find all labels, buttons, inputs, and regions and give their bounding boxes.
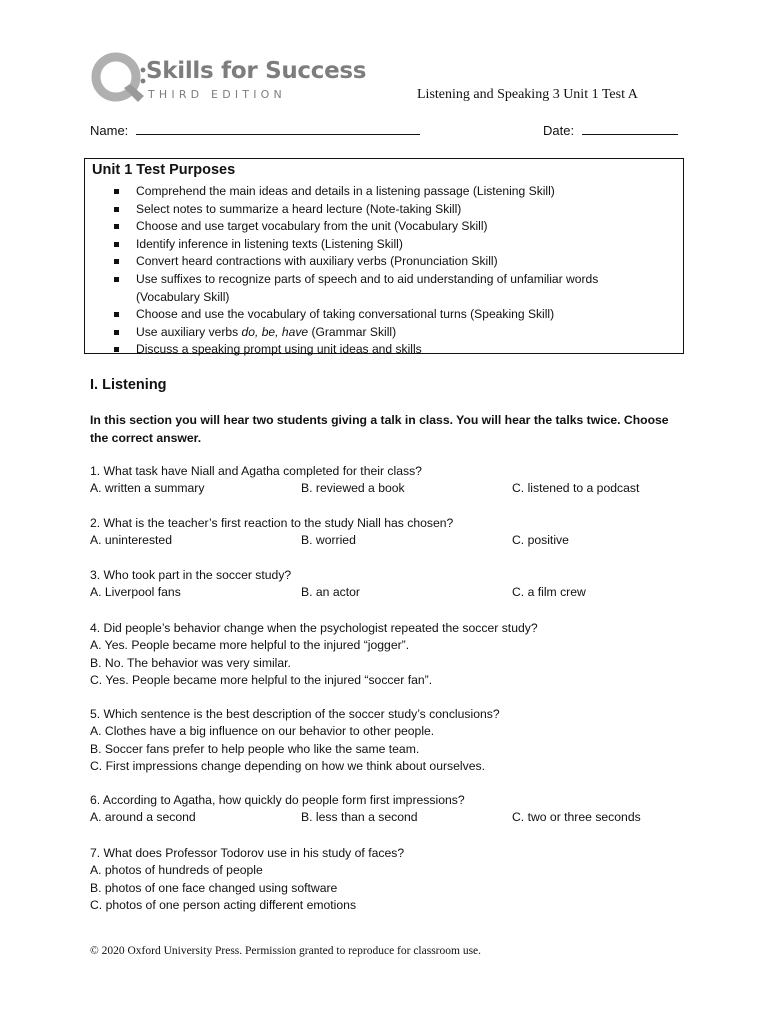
answer-option-b[interactable]: B. reviewed a book: [301, 481, 405, 496]
purpose-item: Choose and use the vocabulary of taking conversational turns (Speaking Skill): [110, 306, 598, 324]
answer-option-c[interactable]: C. Yes. People became more helpful to the injured “soccer fan”.: [90, 672, 433, 687]
purpose-item: Comprehend the main ideas and details in a listening passage (Listening Skill): [110, 183, 598, 201]
purpose-item-continuation: (Vocabulary Skill): [136, 289, 230, 304]
question-6: [90, 792, 641, 827]
answer-option-c[interactable]: C. photos of one person acting different emotions: [90, 897, 357, 912]
answer-option-a[interactable]: A. Clothes have a big influence on our behavior to other people.: [90, 724, 435, 739]
question-text: 5. Which sentence is the best description of the soccer study’s conclusions?: [90, 707, 500, 721]
date-label: Date:: [543, 123, 575, 138]
answer-option-c[interactable]: C. a film crew: [512, 585, 586, 600]
section-instructions: In this section you will hear two students giving a talk in class. You will hear the talks twice. Choose the correct answer.: [90, 413, 669, 445]
date-blank[interactable]: [582, 121, 678, 135]
question-2: [90, 515, 569, 550]
answer-option-a[interactable]: A. Yes. People became more helpful to the injured “jogger”.: [90, 638, 410, 653]
question-text: 2. What is the teacher’s first reaction to the study Niall has chosen?: [90, 516, 454, 530]
question-text: 6. According to Agatha, how quickly do people form first impressions?: [90, 793, 465, 807]
section-title: I. Listening: [90, 377, 167, 393]
q-logo-icon: [90, 50, 146, 106]
name-label: Name:: [90, 123, 129, 138]
date-field[interactable]: [543, 121, 678, 138]
question-7: [90, 845, 404, 914]
skills-for-success-logo: [90, 50, 367, 106]
purpose-item: Select notes to summarize a heard lecture (Note-taking Skill): [110, 201, 598, 219]
purpose-item: Identify inference in listening texts (Listening Skill): [110, 236, 598, 254]
answer-option-c[interactable]: C. First impressions change depending on how we think about ourselves.: [90, 758, 485, 773]
question-3: [90, 567, 586, 602]
purpose-item: Discuss a speaking prompt using unit ideas and skills: [110, 341, 598, 359]
question-text: 3. Who took part in the soccer study?: [90, 568, 292, 582]
purpose-item: Use suffixes to recognize parts of speech and to aid understanding of unfamiliar words: [110, 271, 598, 289]
question-5: [90, 706, 500, 775]
answer-option-a[interactable]: A. around a second: [90, 810, 196, 825]
answer-option-c[interactable]: C. positive: [512, 533, 569, 548]
test-purposes-box: [84, 158, 684, 357]
question-1: [90, 463, 640, 498]
italic-verbs: do, be, have: [241, 324, 309, 339]
answer-option-b[interactable]: B. photos of one face changed using software: [90, 880, 338, 895]
answer-options: [90, 480, 640, 497]
answer-options: [90, 532, 569, 549]
logo-subtitle: THIRD EDITION: [148, 88, 286, 101]
question-text: 7. What does Professor Todorov use in his study of faces?: [90, 846, 405, 860]
purpose-item: Choose and use target vocabulary from the unit (Vocabulary Skill): [110, 218, 598, 236]
question-text: 1. What task have Niall and Agatha completed for their class?: [90, 464, 422, 478]
purposes-heading: Unit 1 Test Purposes: [92, 162, 236, 178]
answer-option-a[interactable]: A. Liverpool fans: [90, 585, 181, 600]
question-text: 4. Did people’s behavior change when the psychologist repeated the soccer study?: [90, 621, 538, 635]
answer-option-c[interactable]: C. listened to a podcast: [512, 481, 640, 496]
purpose-item: Convert heard contractions with auxiliary verbs (Pronunciation Skill): [110, 253, 598, 271]
answer-option-c[interactable]: C. two or three seconds: [512, 810, 641, 825]
answer-option-b[interactable]: B. an actor: [301, 585, 360, 600]
question-4: [90, 620, 538, 689]
answer-option-b[interactable]: B. less than a second: [301, 810, 418, 825]
logo-title: Skills for Success: [146, 58, 367, 84]
answer-options: [90, 809, 641, 826]
answer-options: [90, 584, 586, 601]
answer-option-a[interactable]: A. uninterested: [90, 533, 172, 548]
copyright-footer: © 2020 Oxford University Press. Permission granted to reproduce for classroom use.: [90, 945, 482, 957]
answer-option-b[interactable]: B. worried: [301, 533, 356, 548]
answer-option-b[interactable]: B. Soccer fans prefer to help people who like the same team.: [90, 741, 420, 756]
test-title: Listening and Speaking 3 Unit 1 Test A: [417, 87, 638, 102]
answer-option-a[interactable]: A. photos of hundreds of people: [90, 863, 263, 878]
name-blank[interactable]: [136, 121, 420, 135]
name-field[interactable]: [90, 121, 420, 138]
purposes-list: [110, 183, 598, 359]
answer-option-a[interactable]: A. written a summary: [90, 481, 205, 496]
answer-option-b[interactable]: B. No. The behavior was very similar.: [90, 655, 291, 670]
purpose-item: Use auxiliary verbs do, be, have (Grammar Skill): [110, 324, 598, 342]
